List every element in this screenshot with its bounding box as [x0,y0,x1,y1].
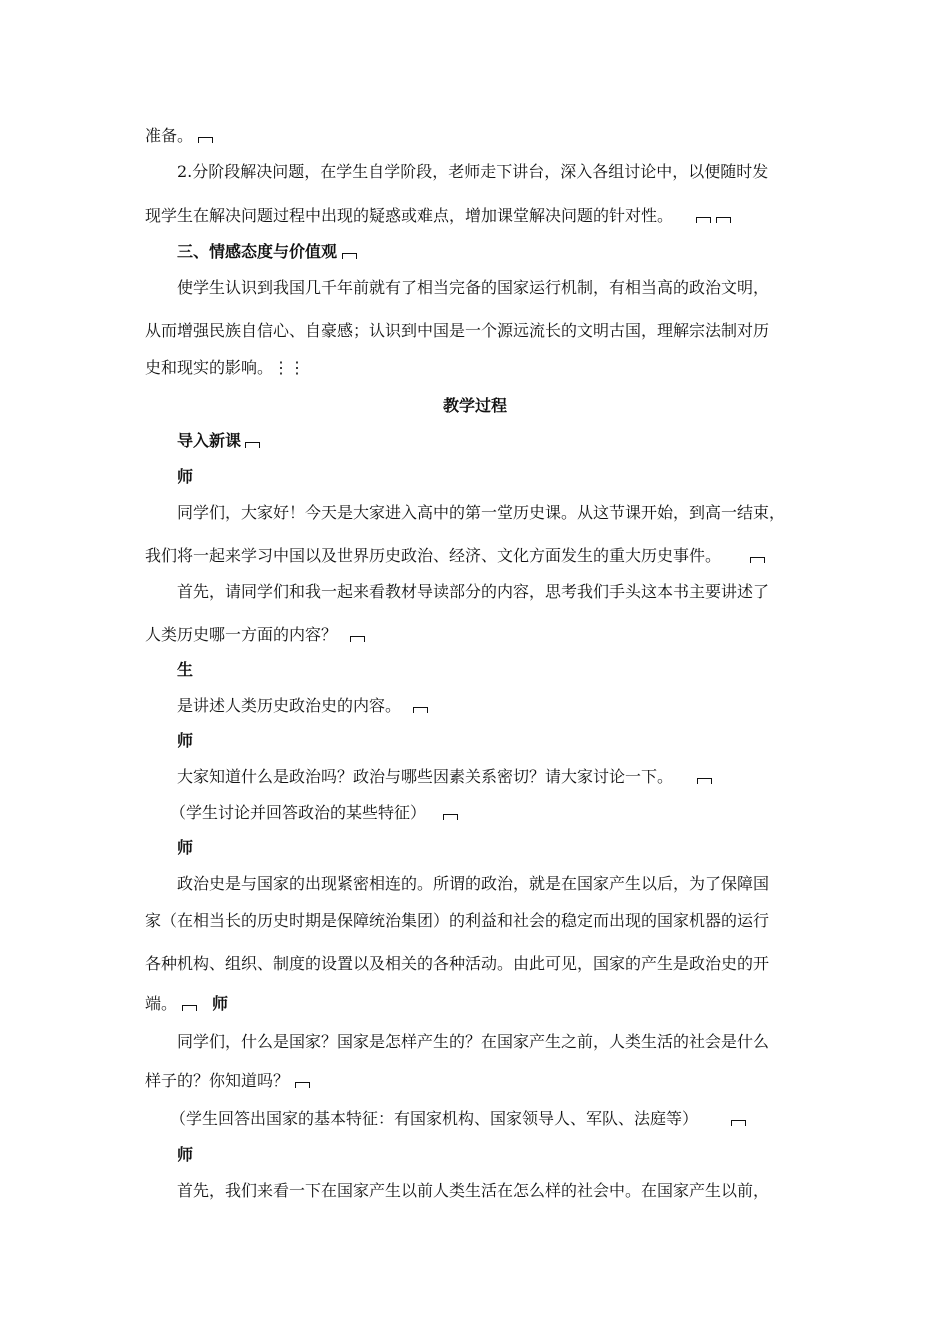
text-line [0,119,950,153]
line-text: 是讲述人类历史政治史的内容。 [177,696,402,715]
line-text: 家（在相当长的历史时期是保障统治集团）的利益和社会的稳定而出现的国家机器的运行 [145,911,770,930]
line-text: 端。 [145,994,178,1013]
text-line [0,1102,950,1136]
speaker-text: 师 [177,1145,194,1164]
return-mark-icon [182,1005,197,1011]
return-mark-icon [413,707,428,713]
line-text: 首先，我们来看一下在国家产生以前人类生活在怎么样的社会中。在国家产生以前， [177,1181,770,1200]
text-line [0,689,950,723]
return-mark-icon [198,137,213,143]
line-text: 同学们，大家好！今天是大家进入高中的第一堂历史课。从这节课开始，到高一结束， [177,503,786,522]
return-mark-icon [350,636,365,642]
section-title [0,389,950,423]
section-heading [0,235,950,269]
text-line [0,575,950,609]
text-line [0,155,950,189]
return-mark-icon [443,814,458,820]
text-line [0,1174,950,1208]
text-line [0,1025,950,1059]
return-mark-icon [245,442,260,448]
speaker-label [0,460,950,494]
line-text: 史和现实的影响。⋮⋮ [145,358,306,377]
heading-text: 导入新课 [177,431,242,450]
text-line [0,271,950,305]
return-mark-icon [697,778,712,784]
text-line [0,796,950,830]
speaker-text: 生 [177,660,194,679]
speaker-text: 师 [177,731,194,750]
speaker-text: 师 [212,994,229,1013]
return-mark-icon [696,217,711,223]
return-mark-icon [716,217,731,223]
return-mark-icon [731,1120,746,1126]
line-text: 政治史是与国家的出现紧密相连的。所谓的政治，就是在国家产生以后，为了保障国 [177,874,770,893]
return-mark-icon [750,557,765,563]
line-text: 2.分阶段解决问题，在学生自学阶段，老师走下讲台，深入各组讨论中，以便随时发 [177,162,769,181]
line-text: 现学生在解决问题过程中出现的疑惑或难点，增加课堂解决问题的针对性。 [145,206,674,225]
text-line [0,539,950,573]
text-line [0,314,950,348]
speaker-text: 师 [177,838,194,857]
line-text: （学生回答出国家的基本特征：有国家机构、国家领导人、军队、法庭等） [170,1109,699,1128]
line-text: 使学生认识到我国几千年前就有了相当完备的国家运行机制，有相当高的政治文明， [177,278,770,297]
text-line [0,1064,950,1098]
text-line [0,867,950,901]
line-text: 从而增强民族自信心、自豪感；认识到中国是一个源远流长的文明古国，理解宗法制对历 [145,321,770,340]
line-text: （学生讨论并回答政治的某些特征） [170,803,427,822]
text-line [0,947,950,981]
return-mark-icon [295,1082,310,1088]
text-line [0,496,950,530]
line-text: 同学们，什么是国家？国家是怎样产生的？在国家产生之前，人类生活的社会是什么 [177,1032,770,1051]
line-text: 各种机构、组织、制度的设置以及相关的各种活动。由此可见，国家的产生是政治史的开 [145,954,770,973]
speaker-label [0,1138,950,1172]
line-text: 大家知道什么是政治吗？政治与哪些因素关系密切？请大家讨论一下。 [177,767,674,786]
speaker-label [0,653,950,687]
title-text: 教学过程 [442,396,507,415]
text-line [0,760,950,794]
text-line [0,199,950,233]
section-heading [0,424,950,458]
speaker-text: 师 [177,467,194,486]
heading-text: 三、情感态度与价值观 [177,242,338,261]
speaker-label [0,831,950,865]
line-text: 准备。 [145,126,194,145]
text-line [0,351,950,385]
line-text: 首先，请同学们和我一起来看教材导读部分的内容，思考我们手头这本书主要讲述了 [177,582,770,601]
text-line [0,904,950,938]
line-text: 人类历史哪一方面的内容？ [145,625,338,644]
line-text: 我们将一起来学习中国以及世界历史政治、经济、文化方面发生的重大历史事件。 [145,546,722,565]
text-line [0,987,950,1021]
text-line [0,618,950,652]
speaker-label [0,724,950,758]
line-text: 样子的？你知道吗？ [145,1071,290,1090]
return-mark-icon [342,253,357,259]
